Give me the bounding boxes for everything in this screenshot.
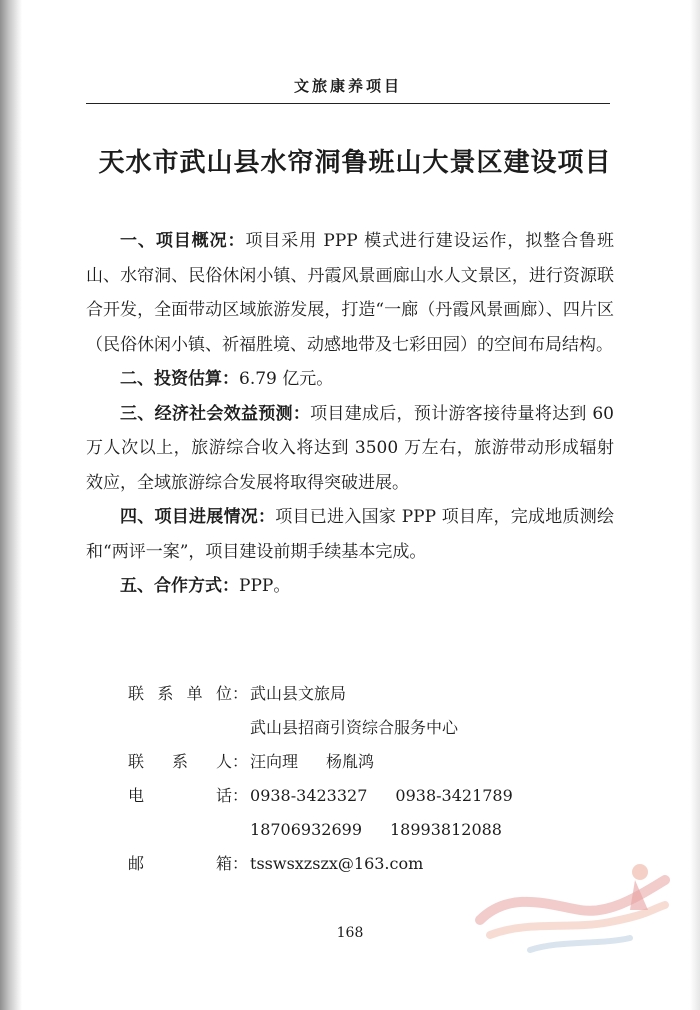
section-text: 6.79 亿元。 [239,369,334,389]
section-overview [86,224,614,362]
contact-person-row: 联 系 人 ： 汪向理 杨胤鸿 [128,745,513,779]
page-number: 168 [336,925,364,941]
contact-unit-value-2: 武山县招商引资综合服务中心 [250,718,459,737]
section-label: 二、投资估算： [120,369,239,389]
header-divider [86,103,610,104]
contact-block [128,677,513,881]
project-body [86,224,614,604]
page-edge-shadow [690,0,700,1010]
section-label: 三、经济社会效益预测： [120,403,311,424]
contact-person-label: 联 系 人 [128,752,232,771]
section-label: 一、项目概况： [120,231,246,251]
contact-unit-value: 武山县文旅局 [250,684,347,703]
section-benefit [86,397,614,501]
section-cooperation [86,569,614,604]
section-text: 项目采用 PPP 模式进行建设运作，拟整合鲁班山、水帘洞、民俗休闲小镇、丹霞风景画廊山水人文景区，进行资源联合开发，全面带动区域旅游发展，打造“一廊（丹霞风景画廊）、四片区（民俗休闲小镇、祈福胜境、动感地带及七彩田园）的空间布局结构。 [86,231,615,355]
contact-mobile-row [128,813,513,847]
section-text: 项目已进入国家 PPP 项目库，完成地质测绘和“两评一案”，项目建设前期手续基本完成。 [86,507,615,562]
contact-unit-row: 联 系 单 位 ： 武山县文旅局 [128,677,513,711]
contact-mobile-value: 18706932699 18993812088 [250,820,502,839]
contact-email-row: 邮 箱 ： tsswsxzszx@163.com [128,847,513,881]
contact-phone-row: 电 话 ： 0938-3423327 0938-3421789 [128,779,513,813]
contact-unit-row-2 [128,711,513,745]
contact-phone-value: 0938-3423327 0938-3421789 [250,786,513,805]
running-header: 文旅康养项目 [293,77,402,95]
page-title: 天水市武山县水帘洞鲁班山大景区建设项目 [98,148,612,178]
contact-phone-label: 电 话 [128,786,232,805]
contact-person-value: 汪向理 杨胤鸿 [250,752,375,771]
section-text: 项目建成后，预计游客接待量将达到 60 万人次以上，旅游综合收入将达到 3500 万左右，旅游带动形成辐射效应，全域旅游综合发展将取得突破进展。 [86,403,614,493]
page-binding-shadow [0,0,22,1010]
section-text: PPP。 [239,576,291,596]
section-progress [86,500,614,569]
contact-unit-label: 联 系 单 位 [128,684,232,703]
section-label: 五、合作方式： [120,576,239,596]
flying-apsara-illustration [470,850,670,970]
section-investment [86,362,614,397]
contact-email-value: tsswsxzszx@163.com [250,854,424,873]
section-label: 四、项目进展情况： [120,507,276,527]
contact-email-label: 邮 箱 [128,854,232,873]
